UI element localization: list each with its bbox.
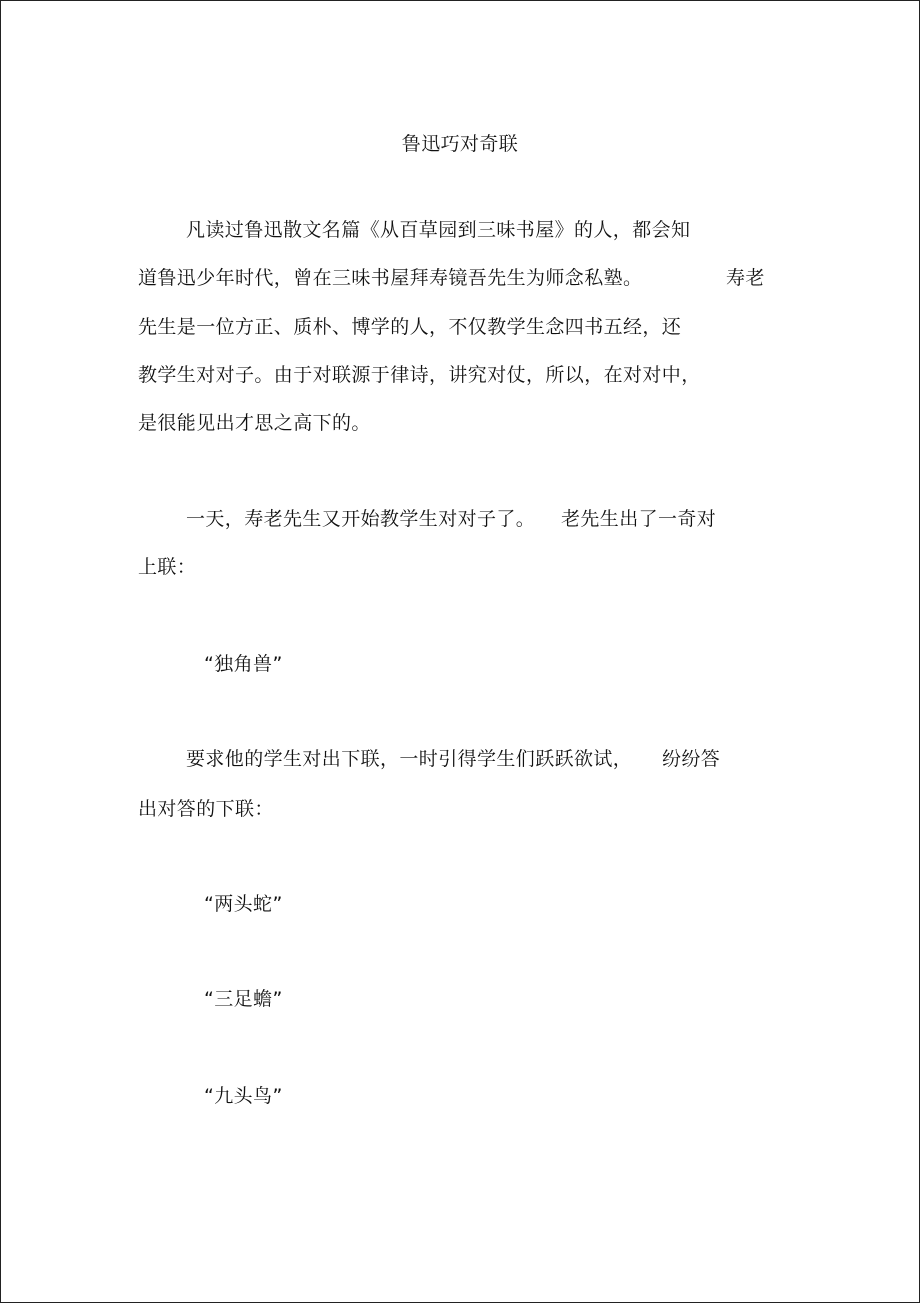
answer-couplet: “九头鸟”	[204, 1085, 283, 1107]
paragraph-line: 道鲁迅少年时代，曾在三味书屋拜寿镜吾先生为师念私塾。	[138, 267, 643, 289]
page-title: 鲁迅巧对奇联	[401, 133, 519, 155]
answer-couplet: “两头蛇”	[204, 893, 283, 915]
paragraph-line: 要求他的学生对出下联，一时引得学生们跃跃欲试，	[186, 748, 633, 770]
upper-couplet: “独角兽”	[204, 653, 283, 675]
paragraph-line: 先生是一位方正、质朴、博学的人，不仅教学生念四书五经，还	[138, 316, 682, 338]
paragraph-line: 一天，寿老先生又开始教学生对对子了。	[186, 508, 536, 530]
paragraph-line: 教学生对对子。由于对联源于律诗，讲究对仗，所以，在对对中，	[138, 364, 701, 386]
paragraph-line: 出对答的下联：	[138, 798, 274, 820]
paragraph-line: 寿老	[726, 267, 765, 289]
paragraph-line: 纷纷答	[662, 748, 721, 770]
paragraph-line: 上联：	[138, 556, 197, 578]
paragraph-line: 老先生出了一奇对	[561, 508, 717, 530]
paragraph-line: 是很能见出才思之高下的。	[138, 412, 371, 434]
answer-couplet: “三足蟾”	[204, 988, 283, 1010]
paragraph-line: 凡读过鲁迅散文名篇《从百草园到三味书屋》的人，都会知	[186, 219, 691, 241]
